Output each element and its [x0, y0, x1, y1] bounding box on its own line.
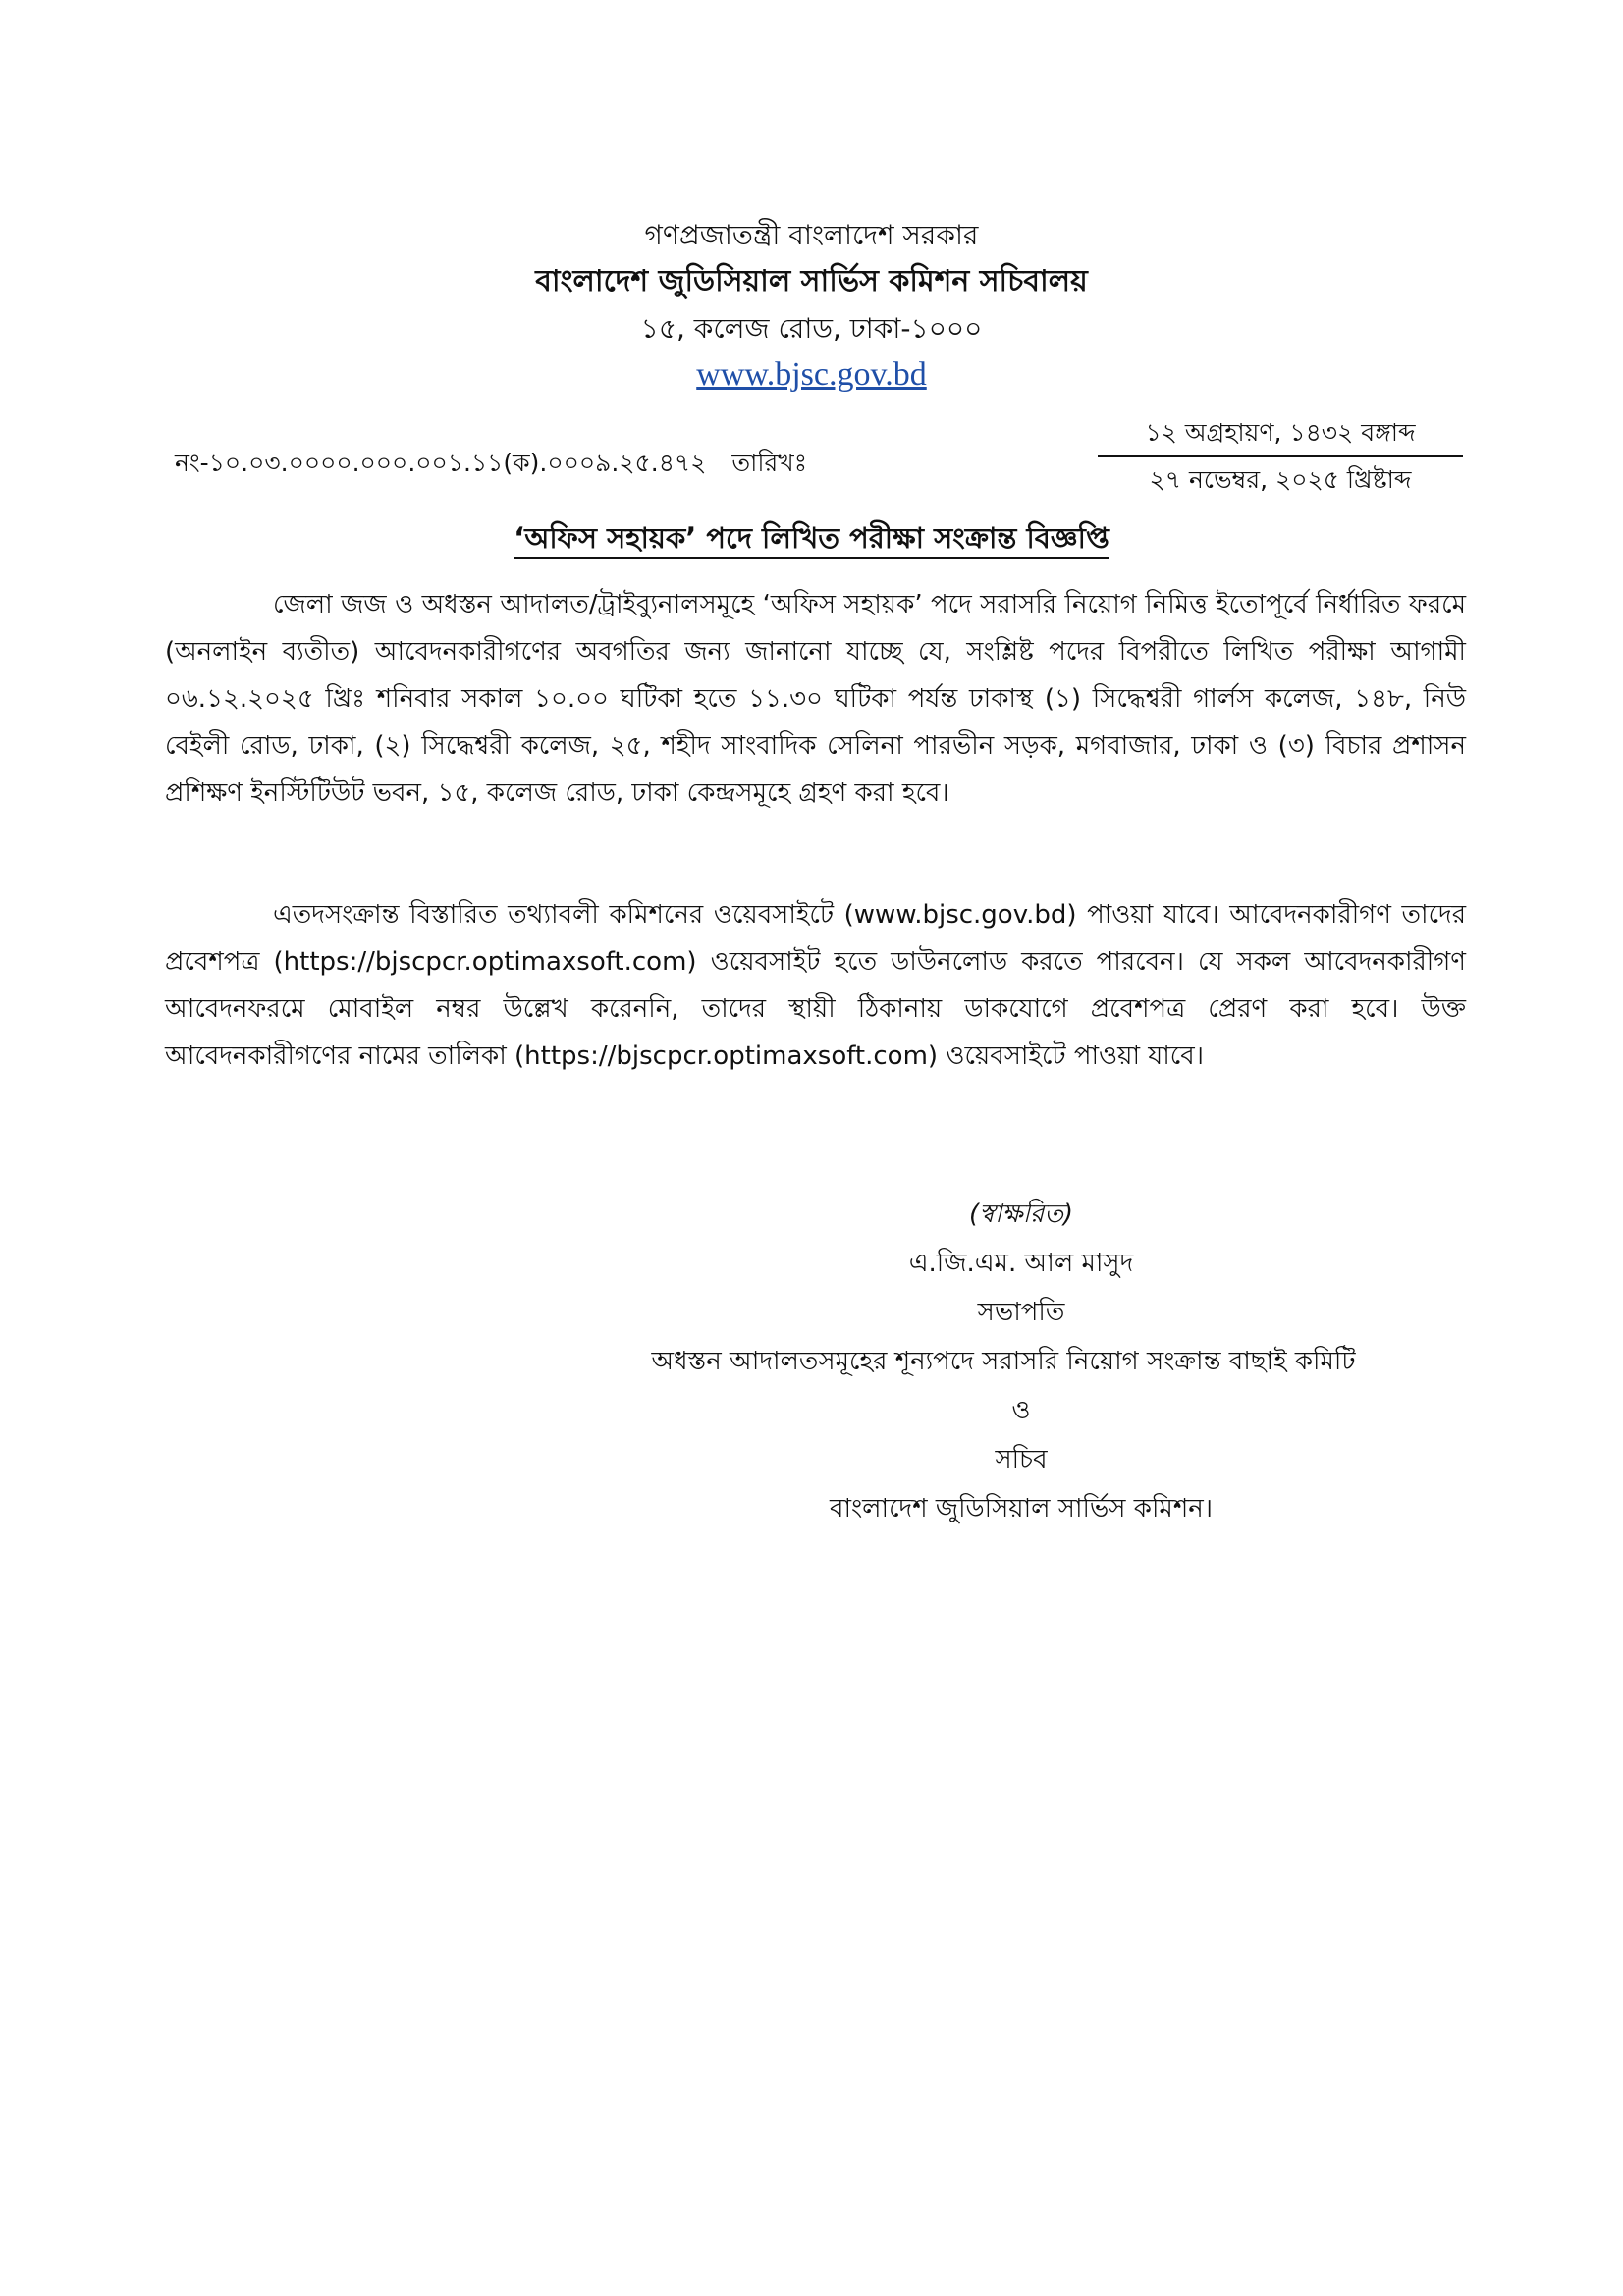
notice-paragraph-1: জেলা জজ ও অধস্তন আদালত/ট্রাইব্যুনালসমূহে ‘অফিস সহায়ক’ পদে সরাসরি নিয়োগ নিমিত্ত ইতোপূর্বে নির্ধারিত ফরমে (অনলাইন ব্যতীত) আবেদনকারীগণের অবগতির জন্য জানানো যাচ্ছে যে, সংশ্লিষ্ট পদের বিপরীতে লিখিত পরীক্ষা আগামী ০৬.১২.২০২৫ খ্রিঃ শনিবার সকাল ১০.০০ ঘটিকা হতে ১১.৩০ ঘটিকা পর্যন্ত ঢাকাস্থ (১) সিদ্ধেশ্বরী গার্লস কলেজ, ১৪৮, নিউ বেইলী রোড, ঢাকা, (২) সিদ্ধেশ্বরী কলেজ, ২৫, শহীদ সাংবাদিক সেলিনা পারভীন সড়ক, মগবাজার, ঢাকা ও (৩) বিচার প্রশাসন প্রশিক্ষণ ইনস্টিটিউট ভবন, ১৫, কলেজ রোড, ঢাকা কেন্দ্রসমূহে গ্রহণ করা হবে।	[165, 590, 1466, 808]
signatory-name: এ.জি.এম. আল মাসুদ	[908, 1249, 1134, 1278]
signed-label: (স্বাক্ষরিত)	[969, 1200, 1073, 1229]
notice-paragraph-2: এতদসংক্রান্ত বিস্তারিত তথ্যাবলী কমিশনের ওয়েবসাইটে (www.bjsc.gov.bd) পাওয়া যাবে। আবেদনকারীগণ তাদের প্রবেশপত্র (https://bjscpcr.optimaxsoft.com) ওয়েবসাইট হতে ডাউনলোড করতে পারবেন। যে সকল আবেদনকারীগণ আবেদনফরমে মোবাইল নম্বর উল্লেখ করেননি, তাদের স্থায়ী ঠিকানায় ডাকযোগে প্রবেশপত্র প্রেরণ করা হবে। উক্ত আবেদনকারীগণের নামের তালিকা (https://bjscpcr.optimaxsoft.com) ওয়েবসাইটে পাওয়া যাবে।	[165, 900, 1466, 1071]
notice-title-text: ‘অফিস সহায়ক’ পদে লিখিত পরীক্ষা সংক্রান্ত বিজ্ঞপ্তি	[514, 521, 1109, 559]
conjunction: ও	[1011, 1396, 1031, 1425]
office-name: বাংলাদেশ জুডিসিয়াল সার্ভিস কমিশন সচিবালয়	[535, 264, 1088, 298]
date-bangla: ১২ অগ্রহায়ণ, ১৪৩২ বঙ্গাব্দ	[1098, 410, 1463, 457]
memo-reference	[175, 444, 807, 486]
committee-name: অধস্তন আদালতসমূহের শূন্যপদে সরাসরি নিয়োগ সংক্রান্ত বাছাই কমিটি	[651, 1347, 1356, 1376]
date-label: তারিখঃ	[731, 449, 808, 477]
date-gregorian: ২৭ নভেম্বর, ২০২৫ খ্রিষ্টাব্দ	[1149, 465, 1412, 494]
secretary-designation: সচিব	[995, 1445, 1048, 1474]
date-block	[1098, 410, 1463, 503]
website-link[interactable]: www.bjsc.gov.bd	[696, 356, 927, 393]
letterhead	[0, 214, 1623, 399]
signature-block	[589, 1190, 1453, 1533]
government-name: গণপ্রজাতন্ত্রী বাংলাদেশ সরকার	[644, 219, 979, 251]
memo-number: নং-১০.০৩.০০০০.০০০.০০১.১১(ক).০০০৯.২৫.৪৭২	[175, 449, 707, 477]
organization-name: বাংলাদেশ জুডিসিয়াল সার্ভিস কমিশন।	[829, 1494, 1214, 1523]
notice-title	[0, 516, 1623, 564]
signatory-designation: সভাপতি	[977, 1298, 1065, 1327]
office-address: ১৫, কলেজ রোড, ঢাকা-১০০০	[640, 312, 983, 345]
